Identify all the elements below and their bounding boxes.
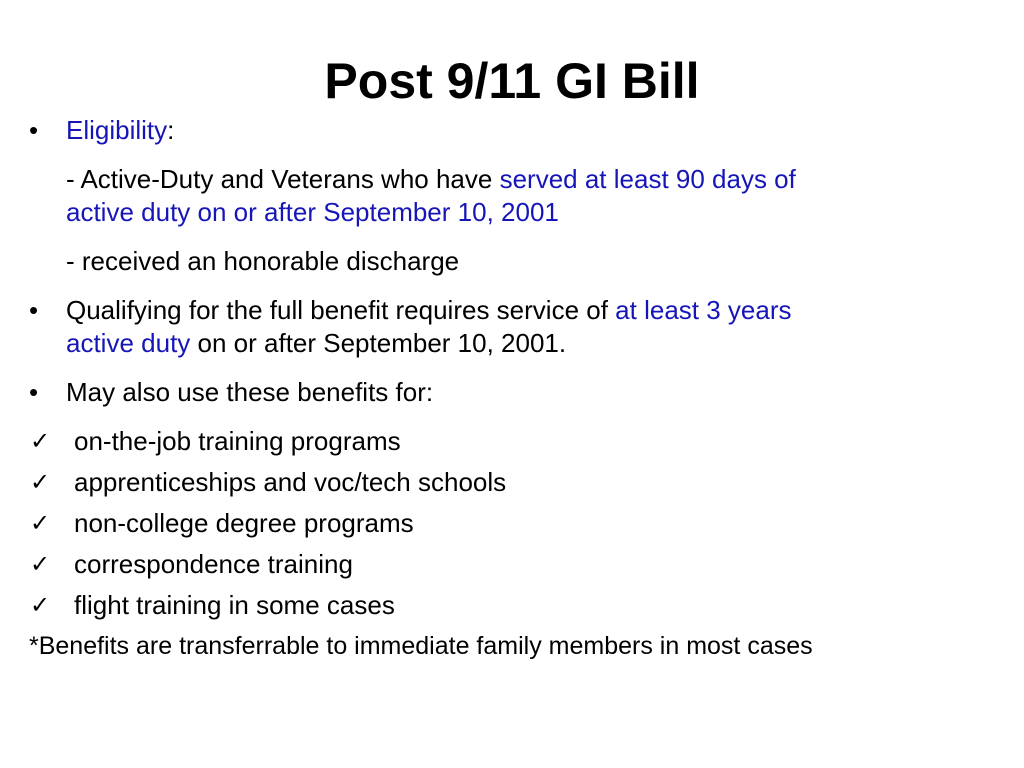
eligibility-item-1-line-2: active duty on or after September 10, 2001 xyxy=(66,197,559,227)
full-benefit-prefix: Qualifying for the full benefit requires service of xyxy=(66,295,616,325)
full-benefit-line-1 xyxy=(66,294,791,327)
eligibility-item-1-prefix: - Active-Duty and Veterans who have xyxy=(66,164,500,194)
eligibility-item-1-line-1 xyxy=(66,163,796,196)
eligibility-item-1-highlight-a: served at least 90 days of xyxy=(499,164,796,194)
full-benefit-highlight-a: at least 3 years xyxy=(615,295,792,325)
full-benefit-highlight-b: active duty xyxy=(66,328,191,358)
checkmark-icon: ✓ xyxy=(30,427,51,455)
checkmark-icon: ✓ xyxy=(30,509,51,537)
bullet-icon: • xyxy=(29,115,39,145)
eligibility-item-2: - received an honorable discharge xyxy=(66,246,460,276)
full-benefit-line-2 xyxy=(66,327,566,360)
eligibility-label: Eligibility xyxy=(66,115,168,145)
also-use-text: May also use these benefits for: xyxy=(66,377,434,407)
bullet-icon: • xyxy=(29,295,39,325)
checklist-item: apprenticeships and voc/tech schools xyxy=(74,467,507,497)
checklist-item: correspondence training xyxy=(74,549,353,579)
checklist-item: non-college degree programs xyxy=(74,508,414,538)
checkmark-icon: ✓ xyxy=(30,550,51,578)
eligibility-colon: : xyxy=(167,115,175,145)
bullet-icon: • xyxy=(29,377,39,407)
slide-title: Post 9/11 GI Bill xyxy=(324,53,700,109)
full-benefit-suffix: on or after September 10, 2001. xyxy=(190,328,567,358)
checklist-item: on-the-job training programs xyxy=(74,426,401,456)
checkmark-icon: ✓ xyxy=(30,468,51,496)
eligibility-heading xyxy=(66,114,174,147)
checkmark-icon: ✓ xyxy=(30,591,51,619)
checklist-item: flight training in some cases xyxy=(74,590,395,620)
footnote: *Benefits are transferrable to immediate family members in most cases xyxy=(29,632,813,660)
